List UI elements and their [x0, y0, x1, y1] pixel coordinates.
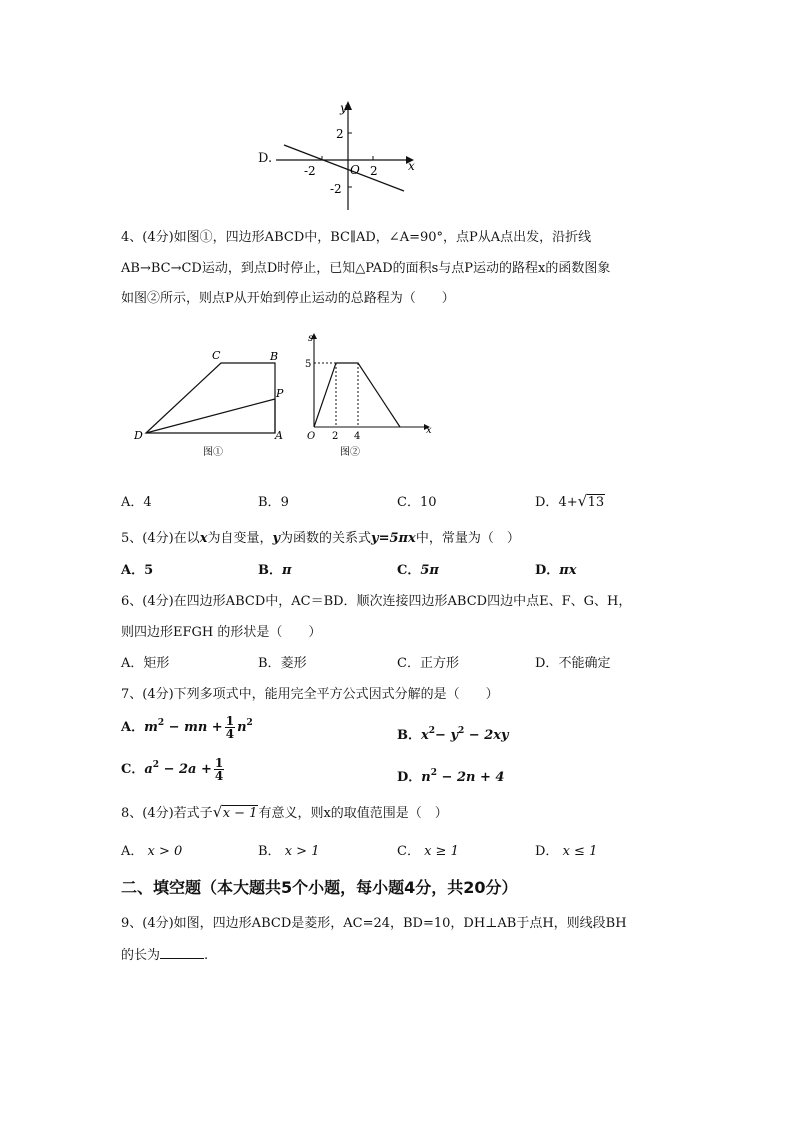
figure-1-caption: 图①	[203, 447, 223, 458]
label-p: P	[276, 387, 284, 400]
figure-2-caption: 图②	[340, 447, 360, 458]
figure-2	[305, 333, 432, 458]
q8-stem: 8、(4分)若式子 √ x − 1有意义，则x的取值范围是（ ）	[121, 803, 448, 821]
q3-option-d-label: D.	[258, 151, 273, 166]
tick-label-x-neg: -2	[304, 164, 316, 178]
label-d: D	[134, 429, 143, 442]
tick-label-y-pos: 2	[336, 127, 344, 141]
q3-option-d-graph	[270, 98, 420, 214]
segment-dp	[146, 399, 275, 433]
q8-option-a[interactable]: A． x > 0	[121, 844, 183, 859]
fig2-x-label: x	[426, 425, 432, 436]
q7-option-c[interactable]: C．$a^2 - 2a$ + $\frac{1}{4}$	[121, 756, 224, 783]
q5-option-d[interactable]: D．πx	[535, 563, 577, 578]
figure-1	[134, 349, 284, 458]
q7-option-b[interactable]: B．$x^2- y^2 - 2xy$	[397, 726, 509, 743]
sqrt-13: √ 13	[577, 492, 605, 510]
y-label: y	[340, 101, 347, 115]
x-label: x	[408, 159, 415, 173]
q4-figures	[134, 325, 434, 460]
q4-stem-line1: 4、(4分)如图①，四边形ABCD中，BC∥AD，∠A=90°，点P从A点出发，沿折线	[121, 230, 592, 245]
section-2-title: 二、填空题（本大题共5个小题，每小题4分，共20分）	[121, 878, 518, 897]
q5-stem: 5、(4分)在以x为自变量，y为函数的关系式y=5πx中，常量为（ ）	[121, 531, 520, 546]
origin-label: O	[350, 163, 360, 177]
fraction-one-quarter: $\frac{1}{4}$	[214, 756, 224, 783]
fig2-tick-2: 2	[332, 431, 339, 442]
fig2-origin: O	[307, 431, 316, 442]
tick-label-y-neg: -2	[330, 182, 342, 196]
sqrt-x-minus-1: √ x − 1	[212, 803, 258, 821]
q6-option-a[interactable]: A．矩形	[121, 656, 170, 671]
q4-option-c[interactable]: C．10	[397, 495, 437, 510]
q7-option-a[interactable]: A．$m^2$ − mn + $\frac{1}{4}$ $n^2$	[121, 714, 253, 741]
fig2-tick-5: 5	[305, 359, 312, 370]
q8-option-d[interactable]: D． x ≤ 1	[535, 844, 598, 859]
q9-stem-line1: 9、(4分)如图，四边形ABCD是菱形，AC=24，BD=10，DH⊥AB于点H，则线段BH	[121, 916, 627, 931]
q4-option-a[interactable]: A．4	[121, 495, 152, 510]
fig2-function-graph	[314, 363, 400, 427]
q4-option-d[interactable]: D．4+ √ 13	[535, 492, 605, 510]
graph-line	[284, 145, 404, 191]
fig2-tick-4: 4	[354, 431, 361, 442]
q6-option-b[interactable]: B．菱形	[258, 656, 307, 671]
q5-option-c[interactable]: C．5π	[397, 563, 439, 578]
label-a: A	[275, 429, 283, 442]
q4-stem-line3: 如图②所示，则点P从开始到停止运动的总路程为（ ）	[121, 291, 455, 306]
q6-stem-line2: 则四边形EFGH 的形状是（ ）	[121, 625, 322, 640]
answer-blank[interactable]	[160, 946, 204, 959]
q5-option-b[interactable]: B．π	[258, 563, 292, 578]
q6-option-c[interactable]: C．正方形	[397, 656, 459, 671]
tick-label-x-pos: 2	[370, 164, 378, 178]
q8-option-c[interactable]: C． x ≥ 1	[397, 844, 459, 859]
q9-stem-line2: 的长为 .	[121, 948, 209, 963]
q7-option-d[interactable]: D．$n^2 - 2n + 4$	[397, 768, 505, 785]
q7-stem: 7、(4分)下列多项式中，能用完全平方公式因式分解的是（ ）	[121, 687, 499, 702]
label-b: B	[270, 350, 279, 363]
quadrilateral-abcd	[146, 363, 275, 433]
fraction-one-quarter: $\frac{1}{4}$	[225, 714, 235, 741]
fig2-s-label: s	[308, 333, 314, 344]
q6-option-d[interactable]: D．不能确定	[535, 656, 611, 671]
q6-stem-line1: 6、(4分)在四边形ABCD中，AC＝BD．顺次连接四边形ABCD四边中点E、F、G、H，	[121, 594, 632, 609]
q8-option-b[interactable]: B． x > 1	[258, 844, 320, 859]
q4-stem-line2: AB→BC→CD运动，到点D时停止，已知△PAD的面积s与点P运动的路程x的函数图象	[121, 261, 611, 276]
label-c: C	[212, 349, 221, 362]
q4-option-b[interactable]: B．9	[258, 495, 289, 510]
q5-option-a[interactable]: A．5	[121, 563, 154, 578]
